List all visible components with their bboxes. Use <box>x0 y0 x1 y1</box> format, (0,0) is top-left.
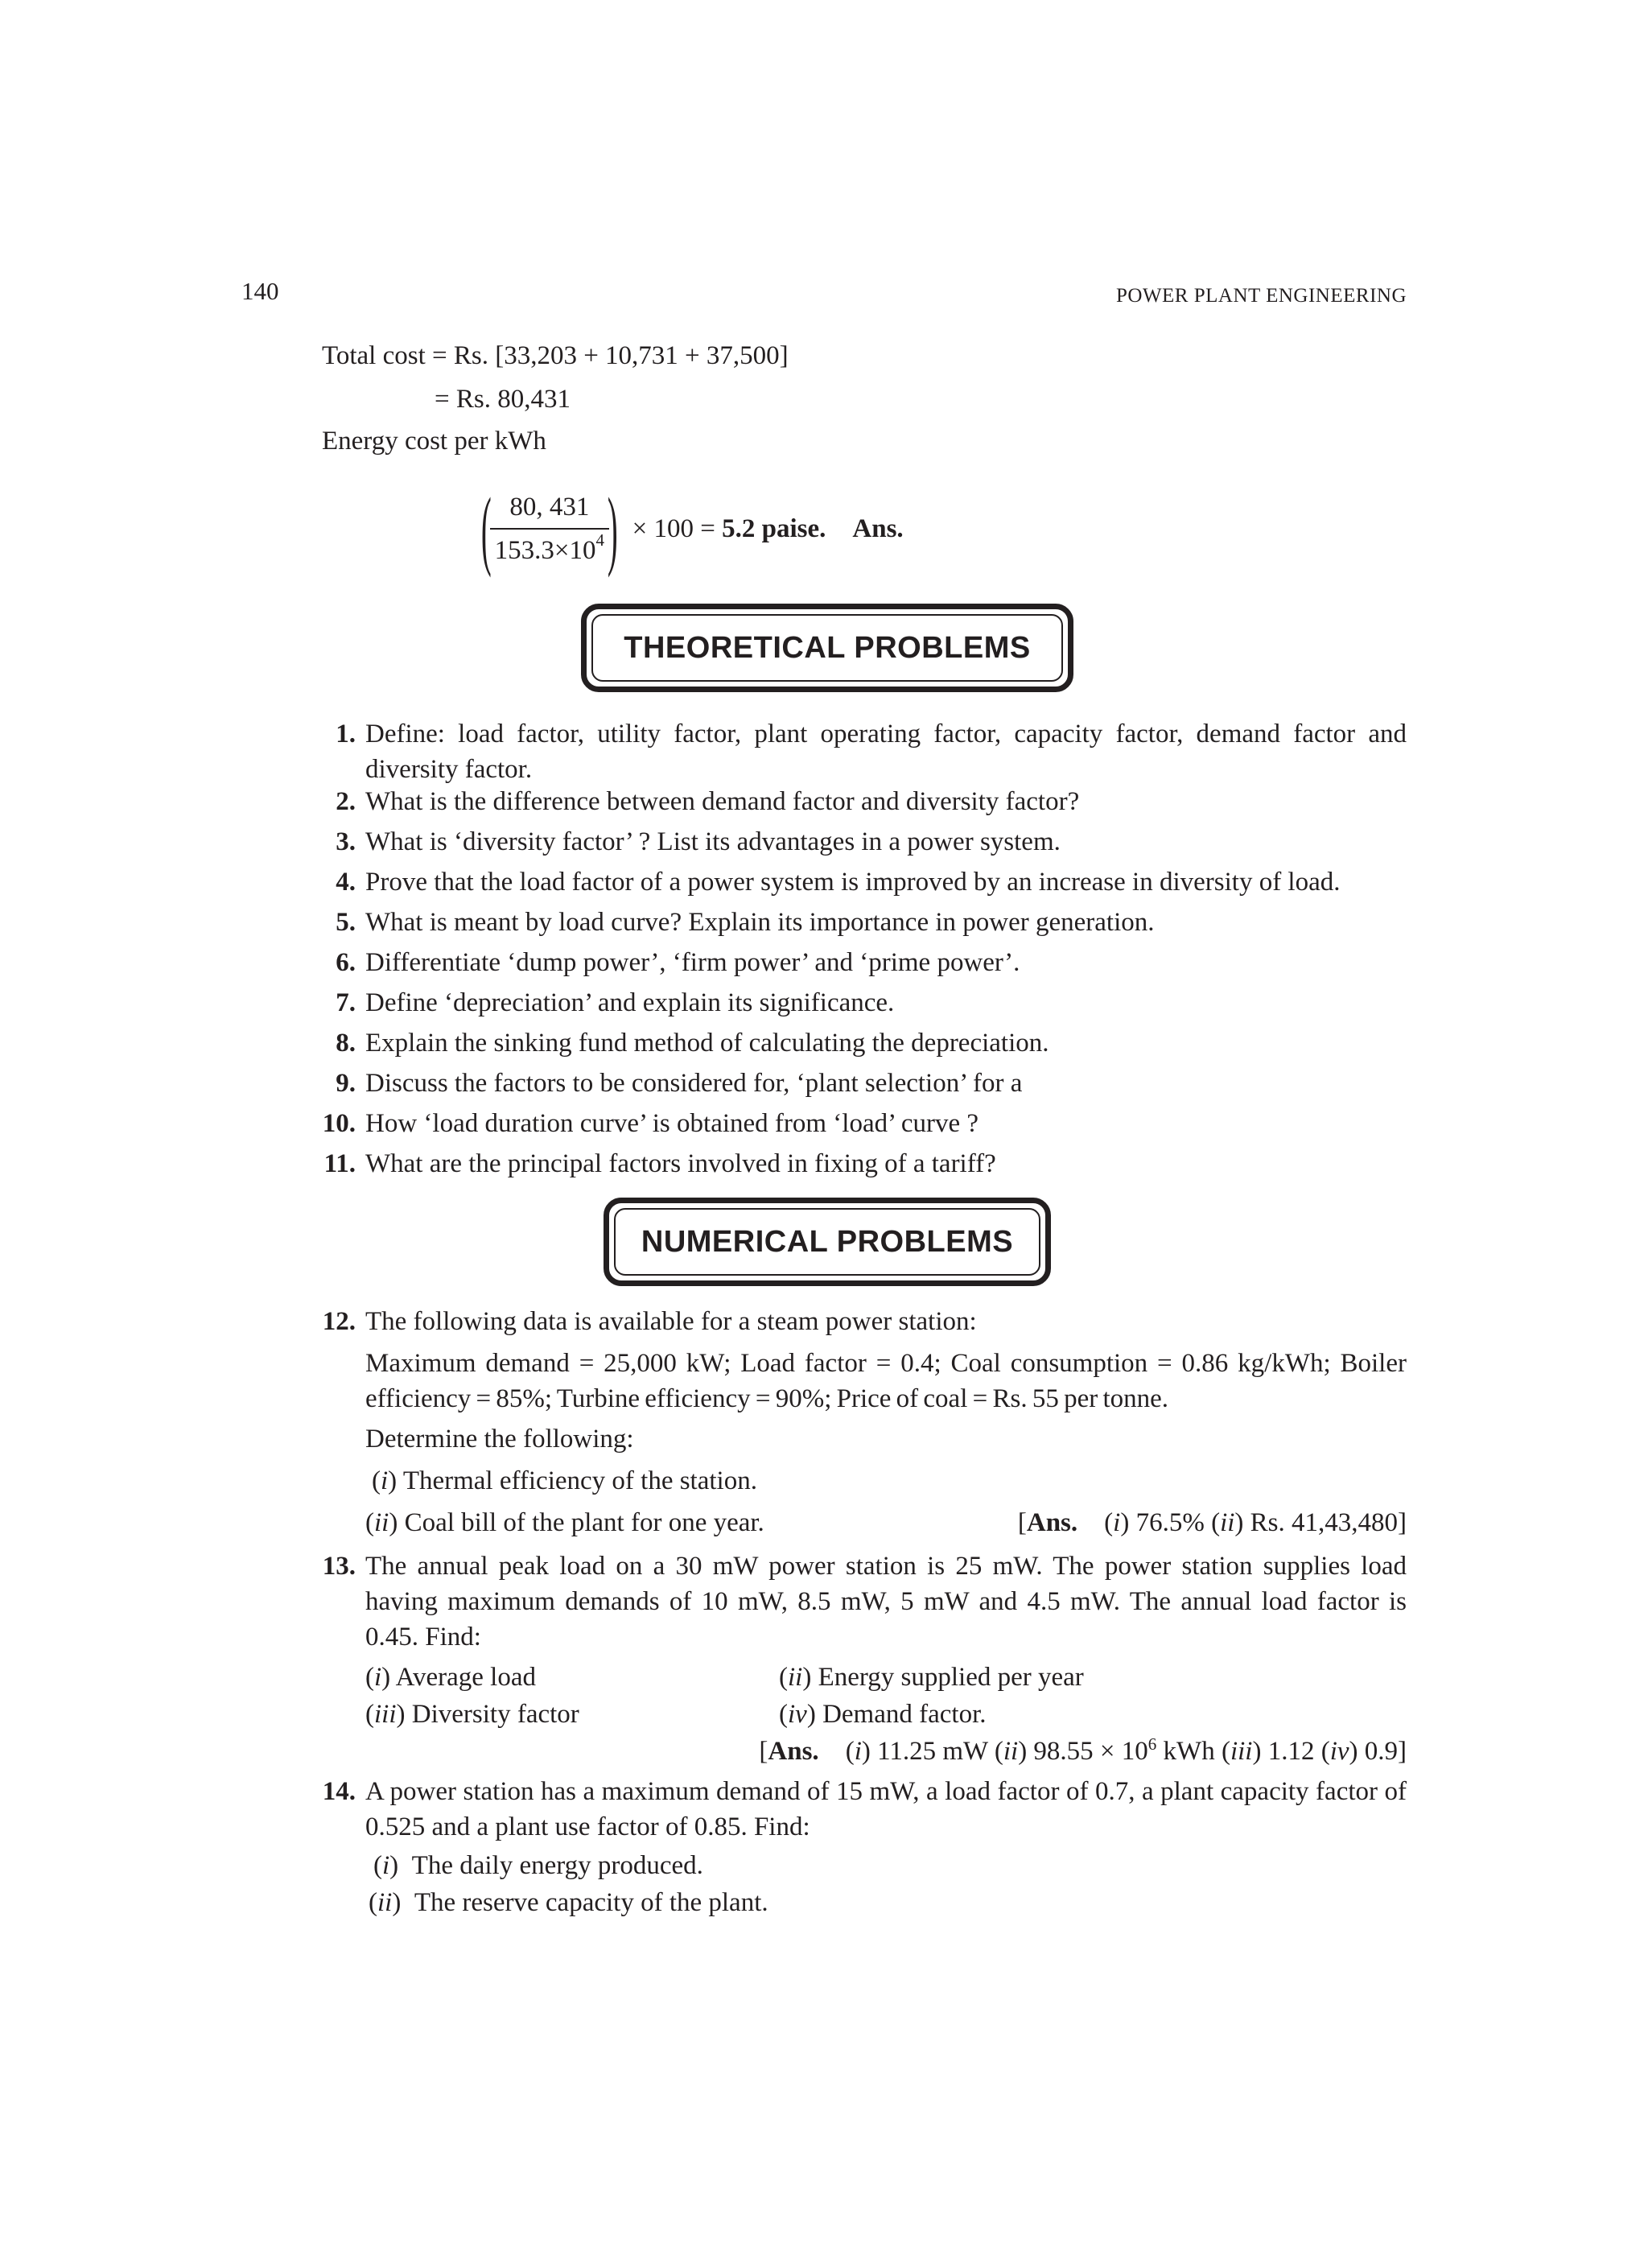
problem-text: What is ‘diversity factor’ ? List its advantages in a power system. <box>365 827 1061 856</box>
ans-part: ii <box>1003 1737 1019 1766</box>
part-text: Diversity factor <box>405 1700 579 1729</box>
p12-part-i: (i) Thermal efficiency of the station. <box>372 1466 757 1495</box>
denominator-exponent: 4 <box>595 530 605 550</box>
problem-text: A power station has a maximum demand of 15 mW, a load factor of 0.7, a plant capacity factor of 0.525 and a plant use factor of 0.85. Find: <box>365 1777 1407 1841</box>
problem-text: What is meant by load curve? Explain its importance in power generation. <box>365 908 1155 937</box>
problem-number: 14. <box>322 1777 356 1806</box>
p12-part-ii: (ii) Coal bill of the plant for one year. <box>365 1508 764 1537</box>
p13-part-iv: (iv) Demand factor. <box>779 1700 987 1729</box>
ans-value: ) 1.12 ( <box>1252 1737 1330 1766</box>
problem-number: 2. <box>336 787 356 816</box>
ans-value: 11.25 mW ( <box>870 1737 1003 1766</box>
part-text: Average load <box>390 1663 536 1692</box>
part-text: Coal bill of the plant for one year. <box>398 1508 764 1537</box>
ans-part: i <box>854 1737 862 1766</box>
part-label: iii <box>374 1700 397 1729</box>
problem-number: 10. <box>322 1109 356 1138</box>
problem-number: 4. <box>336 868 356 897</box>
left-paren: ( <box>480 480 492 578</box>
problem-text: Define: load factor, utility factor, plant operating factor, capacity factor, demand factor and diversity factor. <box>365 720 1407 784</box>
fraction-numerator: 80, 431 <box>509 493 590 522</box>
p13-answer: [Ans. (i) 11.25 mW (ii) $98.55 \times 10^6$ kWh (iii) 1.12 (iv) 0.9] <box>759 1734 1407 1766</box>
p13-part-iii: (iii) Diversity factor <box>365 1700 579 1729</box>
problem-text: How ‘load duration curve’ is obtained from ‘load’ curve ? <box>365 1109 979 1138</box>
ans-value: ) 0.9] <box>1349 1737 1407 1766</box>
fraction-denominator <box>490 528 609 568</box>
p13-part-ii: (ii) Energy supplied per year <box>779 1663 1084 1692</box>
problem-intro: The following data is available for a steam power station: <box>365 1307 977 1336</box>
problem-number: 1. <box>336 720 356 748</box>
ans-exponent: 6 <box>1147 1734 1157 1754</box>
problem-number: 12. <box>322 1307 356 1336</box>
section-title: NUMERICAL PROBLEMS <box>614 1208 1040 1276</box>
problem-text: Discuss the factors to be considered for, ‘plant selection’ for a <box>365 1069 1023 1098</box>
energy-cost-label: Energy cost per kWh <box>322 427 546 456</box>
times-hundred: × 100 = <box>632 514 723 543</box>
part-text: The daily energy produced. <box>411 1851 703 1880</box>
problem-text: Define ‘depreciation’ and explain its significance. <box>365 988 895 1017</box>
problem-number: 9. <box>336 1069 356 1098</box>
section-title: THEORETICAL PROBLEMS <box>591 614 1063 682</box>
problem-text: Differentiate ‘dump power’, ‘firm power’ and ‘prime power’. <box>365 948 1020 977</box>
part-label: ii <box>374 1508 389 1537</box>
ans-part: iv <box>1329 1737 1349 1766</box>
problem-text: What are the principal factors involved in fixing of a tariff? <box>365 1149 996 1178</box>
part-label: iv <box>788 1700 807 1729</box>
ans-label: Ans. <box>1026 1508 1078 1537</box>
part-label: i <box>382 1851 390 1880</box>
problem-number: 7. <box>336 988 356 1017</box>
problem-text: What is the difference between demand factor and diversity factor? <box>365 787 1080 816</box>
ans-value: ) 98.55 × 10 <box>1018 1737 1148 1766</box>
p13-part-i: (i) Average load <box>365 1663 536 1692</box>
numerical-problems-banner <box>604 1198 1051 1286</box>
page-number: 140 <box>241 277 279 305</box>
ans-label: Ans. <box>768 1737 819 1766</box>
part-label: i <box>374 1663 382 1692</box>
formula-result <box>632 511 904 546</box>
problem-number: 13. <box>322 1552 356 1581</box>
problem-text: Explain the sinking fund method of calculating the depreciation. <box>365 1029 1049 1058</box>
p12-answer: [Ans. (i) 76.5% (ii) Rs. 41,43,480] <box>1017 1508 1407 1537</box>
denominator-base: 153.3×10 <box>494 536 596 565</box>
problem-number: 8. <box>336 1029 356 1058</box>
total-cost-result: = Rs. 80,431 <box>435 385 571 414</box>
p14-part-ii: (ii) The reserve capacity of the plant. <box>369 1888 768 1917</box>
theoretical-problems-banner <box>581 604 1073 692</box>
ans-part: iii <box>1230 1737 1253 1766</box>
problem-number: 11. <box>323 1149 356 1178</box>
part-text: Energy supplied per year <box>811 1663 1084 1692</box>
part-label: i <box>381 1466 389 1495</box>
fraction <box>490 489 609 568</box>
problem-text: The annual peak load on a 30 mW power station is 25 mW. The power station supplies load having maximum demands of 10 mW, 8.5 mW, 5 mW and 4.5 mW. The annual load factor is 0.45. Find: <box>365 1552 1407 1652</box>
problem-text: Prove that the load factor of a power system is improved by an increase in diversity of load. <box>365 868 1341 897</box>
right-paren: ) <box>607 480 618 578</box>
ans-part: ii <box>1220 1508 1235 1537</box>
ans-part: i <box>1113 1508 1121 1537</box>
ans-label: Ans. <box>852 514 904 543</box>
ans-unit: kWh ( <box>1156 1737 1230 1766</box>
part-text: Demand factor. <box>815 1700 987 1729</box>
determine-label: Determine the following: <box>365 1425 634 1454</box>
running-header: POWER PLANT ENGINEERING <box>1115 285 1407 307</box>
p14-part-i: (i) The daily energy produced. <box>373 1851 703 1880</box>
part-text: The reserve capacity of the plant. <box>414 1888 768 1917</box>
problem-number: 3. <box>336 827 356 856</box>
ans-value: ) Rs. 41,43,480] <box>1234 1508 1407 1537</box>
ans-value: 76.5% ( <box>1129 1508 1221 1537</box>
problem-data: Maximum demand = 25,000 kW; Load factor = 0.4; Coal consumption = 0.86 kg/kWh; Boiler efficiency = 85%; Turbine efficiency = 90%; Price of coal = Rs. 55 per tonne. <box>365 1349 1407 1413</box>
problem-number: 5. <box>336 908 356 937</box>
total-cost-line: Total cost = Rs. [33,203 + 10,731 + 37,500] <box>322 341 789 370</box>
energy-cost-formula <box>472 481 904 576</box>
result-value: 5.2 paise. <box>722 514 826 543</box>
problem-number: 6. <box>336 948 356 977</box>
part-text: Thermal efficiency of the station. <box>397 1466 757 1495</box>
part-label: ii <box>788 1663 803 1692</box>
part-label: ii <box>377 1888 393 1917</box>
